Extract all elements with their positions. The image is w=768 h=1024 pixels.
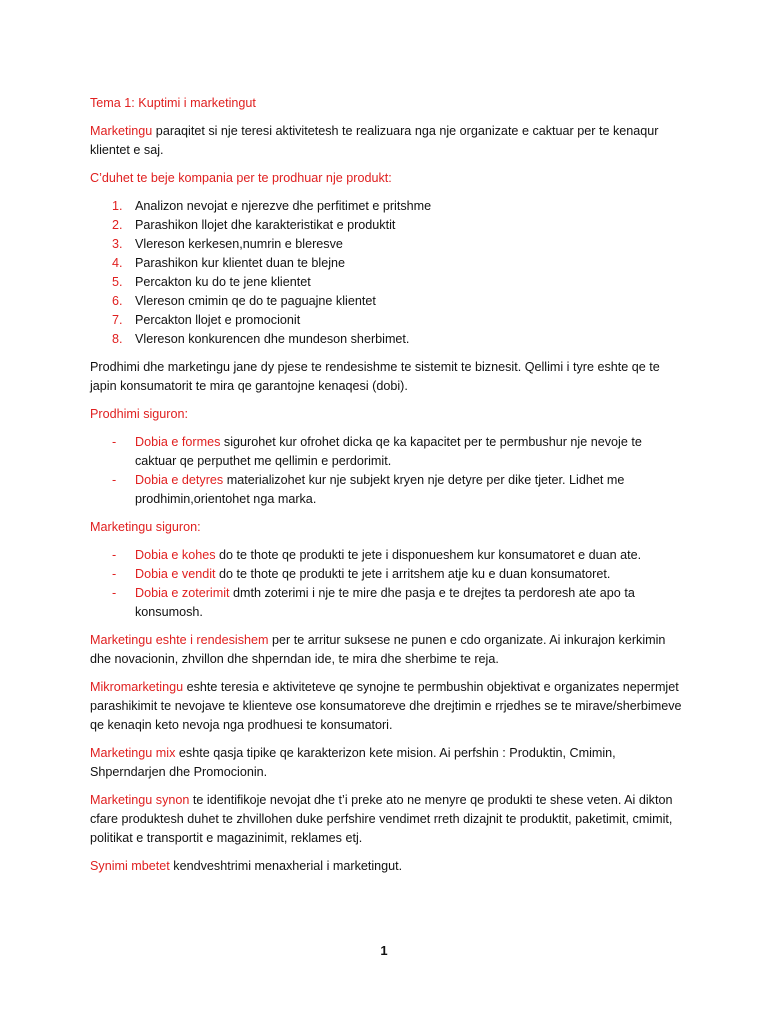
steps-list (90, 197, 682, 349)
list-item (112, 292, 682, 311)
list-number: 7. (112, 313, 123, 327)
list-item (112, 197, 682, 216)
term-highlight: Marketingu eshte i rendesishem (90, 633, 269, 647)
body-paragraph (90, 791, 682, 848)
list-item-text: materializohet kur nje subjekt kryen nje detyre per dike tjeter. Lidhet me prodhimin,orientohet nga marka. (135, 473, 625, 506)
list-dash: - (112, 435, 117, 449)
list-item-text: Parashikon llojet dhe karakteristikat e produktit (135, 218, 396, 232)
body-paragraph (90, 744, 682, 782)
paragraph-text: per te arritur suksese ne punen e cdo organizate. Ai inkurajon kerkimin dhe novacionin, zhvillon dhe shperndan ide, te mira dhe sherbime te reja. (90, 633, 666, 666)
list-number: 2. (112, 218, 123, 232)
intro-paragraph (90, 122, 682, 160)
list-item-text: Percakton ku do te jene klientet (135, 275, 311, 289)
list-item-text: sigurohet kur ofrohet dicka qe ka kapacitet per te permbushur nje nevoje te caktuar qe perputhet me qellimin e perdorimit. (135, 435, 642, 468)
list-number: 6. (112, 294, 123, 308)
list-dash: - (112, 548, 117, 562)
list-number: 1. (112, 199, 123, 213)
list-number: 8. (112, 332, 123, 346)
term-highlight: Synimi mbetet (90, 859, 170, 873)
section-heading-steps: C’duhet te beje kompania per te prodhuar nje produkt: (90, 171, 392, 185)
list-item-text: do te thote qe produkti te jete i arritshem atje ku e duan konsumatoret. (215, 567, 611, 581)
paragraph-text: kendveshtrimi menaxherial i marketingut. (169, 859, 403, 873)
list-item (112, 565, 682, 584)
list-item (112, 216, 682, 235)
list-item-text: Vlereson konkurencen dhe mundeson sherbimet. (135, 332, 410, 346)
term-highlight: Dobia e zoterimit (135, 586, 230, 600)
paragraph-text: eshte qasja tipike qe karakterizon kete mision. Ai perfshin : Produktin, Cmimin, Shperndarjen dhe Promocionin. (90, 746, 616, 779)
document-page (90, 94, 682, 885)
term-highlight: Marketingu synon (90, 793, 190, 807)
list-item (112, 433, 682, 471)
list-item (112, 273, 682, 292)
list-item-text: Vlereson cmimin qe do te paguajne klientet (135, 294, 376, 308)
list-item (112, 546, 682, 565)
paragraph-text: te identifikoje nevojat dhe t’i preke ato ne menyre qe produkti te shese veten. Ai dikton cfare produktesh duhet te zhvillohen duke perfshire vendimet rreth dizajnit te produktit, paketimit, cmimit, politikat e transportit e magazinimit, reklames etj. (90, 793, 673, 845)
section-heading-marketingu: Marketingu siguron: (90, 520, 201, 534)
list-item-text: Analizon nevojat e njerezve dhe perfitimet e pritshme (135, 199, 432, 213)
section-heading-prodhimi: Prodhimi siguron: (90, 407, 188, 421)
term-highlight: Dobia e kohes (135, 548, 216, 562)
term-highlight: Marketingu mix (90, 746, 176, 760)
list-item (112, 311, 682, 330)
list-item-text: Vlereson kerkesen,numrin e bleresve (135, 237, 343, 251)
list-number: 5. (112, 275, 123, 289)
list-item-text: Percakton llojet e promocionit (135, 313, 301, 327)
list-number: 3. (112, 237, 123, 251)
page-number: 1 (380, 943, 388, 958)
list-item (112, 471, 682, 509)
body-paragraph (90, 631, 682, 669)
term-highlight: Marketingu (90, 124, 153, 138)
list-dash: - (112, 586, 117, 600)
list-dash: - (112, 567, 117, 581)
list-item-text: Parashikon kur klientet duan te blejne (135, 256, 346, 270)
paragraph-text: eshte teresia e aktiviteteve qe synojne te permbushin objektivat e organizates nepermjet parashikimit te nevojave te klienteve ose konsumatoreve dhe drejtimin e rrjedhes se te mirave/sherbimeve qe kenaqin keto nevoja nga prodhuesi te konsumatori. (90, 680, 682, 732)
body-paragraph: Prodhimi dhe marketingu jane dy pjese te rendesishme te sistemit te biznesit. Qellimi i tyre eshte qe te japin konsumatorit te mira qe garantojne kenaqesi (dobi). (90, 360, 660, 393)
term-highlight: Mikromarketingu (90, 680, 184, 694)
list-number: 4. (112, 256, 123, 270)
term-highlight: Dobia e formes (135, 435, 221, 449)
body-paragraph (90, 857, 682, 876)
list-item (112, 254, 682, 273)
list-item-text: dmth zoterimi i nje te mire dhe pasja e te drejtes ta perdoresh ate apo ta konsumosh. (135, 586, 635, 619)
paragraph-text: paraqitet si nje teresi aktivitetesh te realizuara nga nje organizate e caktuar per te kenaqur klientet e saj. (90, 124, 659, 157)
body-paragraph (90, 678, 682, 735)
term-highlight: Dobia e vendit (135, 567, 216, 581)
list-item (112, 584, 682, 622)
list-item-text: do te thote qe produkti te jete i disponueshem kur konsumatoret e duan ate. (215, 548, 642, 562)
list-dash: - (112, 473, 117, 487)
marketingu-list (90, 546, 682, 622)
term-highlight: Dobia e detyres (135, 473, 224, 487)
list-item (112, 330, 682, 349)
prodhimi-list (90, 433, 682, 509)
document-title: Tema 1: Kuptimi i marketingut (90, 96, 256, 110)
list-item (112, 235, 682, 254)
